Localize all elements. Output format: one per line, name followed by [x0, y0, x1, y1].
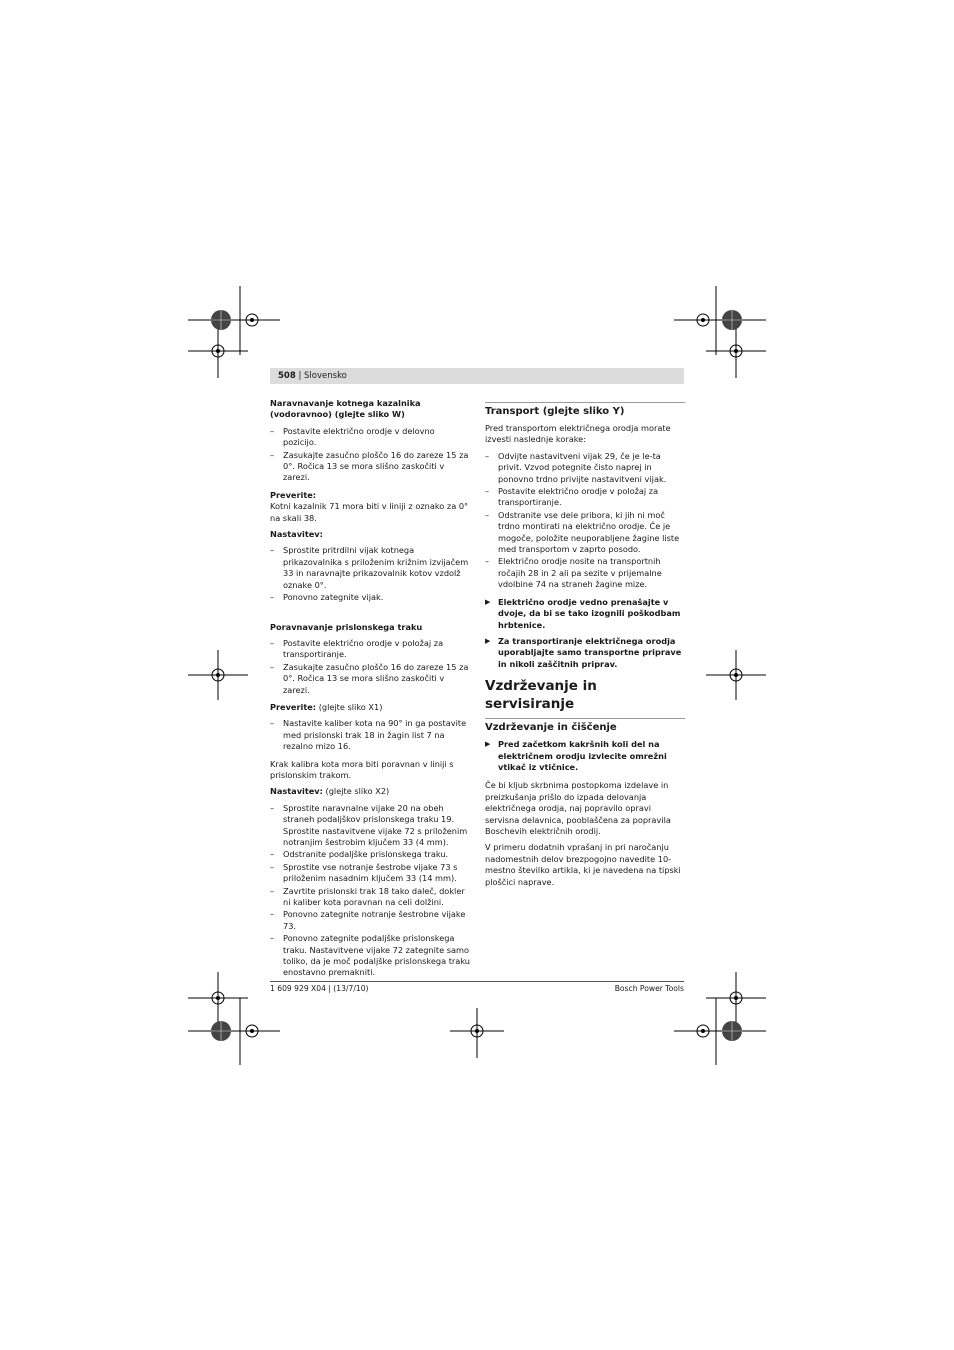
list-item: – Ponovno zategnite podaljške prislonskega traku. Nastavitvene vijake 72 zategnite samo toliko, da je moč podaljške prislonskega traku enostavno premakniti.	[270, 933, 470, 979]
warning-triangle-icon: ▶	[485, 597, 491, 606]
check-label: Preverite:	[270, 701, 317, 712]
list-item: – Električno orodje nosite na transportnih ročajih 28 in 2 ali pa sezite v prijemalne vdolbine 74 na straneh žagine mize.	[485, 556, 685, 590]
step-list	[270, 638, 470, 696]
figure-ref: (glejte sliko X2)	[325, 786, 390, 797]
list-item: – Postavite električno orodje v položaj za transportiranje.	[485, 486, 685, 509]
page-number: 508	[278, 371, 296, 381]
paragraph: Če bi kljub skrbnima postopkoma izdelave in preizkušanja prišlo do izpada delovanja električnega orodja, naj popravilo opravi servisna delavnica, pooblaščena za popravila Boschevih električnih orodij.	[485, 780, 671, 836]
paragraph: Krak kalibra kota mora biti poravnan v liniji s prislonskim trakom.	[270, 758, 454, 780]
warning-item: ▶ Za transportiranje električnega orodja uporabljajte samo transportne priprave in nikoli zaščitnih priprav.	[485, 635, 682, 669]
adjust-list	[270, 803, 470, 979]
figure-ref: (glejte sliko X1)	[318, 701, 383, 712]
warning-triangle-icon: ▶	[485, 636, 491, 645]
page-header	[270, 368, 684, 384]
adjust-label: Nastavitev:	[270, 529, 323, 540]
page-footer	[270, 981, 684, 995]
list-item: – Odstranite podaljške prislonskega traku.	[270, 849, 470, 860]
header-language: Slovensko	[304, 371, 347, 381]
list-item: – Sprostite vse notranje šestrobe vijake 73 s priloženim nasadnim ključem 33 (14 mm).	[270, 862, 470, 885]
list-item: – Zasukajte zasučno ploščo 16 do zareze 15 za 0°. Ročica 13 se mora slišno zaskočiti v zarezi.	[270, 662, 470, 696]
section-title-transport: Transport (glejte sliko Y)	[485, 406, 625, 417]
transport-intro: Pred transportom električnega orodja morate izvesti naslednje korake:	[485, 423, 671, 445]
left-column	[270, 398, 470, 985]
check-list	[270, 718, 470, 752]
chapter-title: Vzdrževanje in servisiranje	[485, 678, 597, 713]
footer-brand: Bosch Power Tools	[614, 984, 684, 993]
list-item: – Ponovno zategnite notranje šestrobne vijake 73.	[270, 909, 470, 932]
list-item: – Zasukajte zasučno ploščo 16 do zareze 15 za 0°. Ročica 13 se mora slišno zaskočiti v zarezi.	[270, 450, 470, 484]
warning-list	[485, 739, 685, 773]
adjust-label: Nastavitev:	[270, 786, 323, 797]
warning-item: ▶ Električno orodje vedno prenašajte v dvoje, da bi se tako izognili poškodbam hrbtenice.	[485, 596, 681, 630]
transport-list	[485, 451, 685, 591]
list-item: – Ponovno zategnite vijak.	[270, 592, 470, 603]
check-label: Preverite:	[270, 489, 317, 500]
adjust-list	[270, 545, 470, 603]
header-separator: |	[298, 371, 302, 381]
list-item: – Nastavite kaliber kota na 90° in ga postavite med prislonski trak 18 in žagin list 7 na rezalno mizo 16.	[270, 718, 470, 752]
section-title-kotni-kazalnik: Naravnavanje kotnega kazalnika (vodoravnoo) (glejte sliko W)	[270, 398, 421, 420]
warning-list	[485, 597, 685, 670]
list-item: – Odvijte nastavitveni vijak 29, če je le-ta privit. Vzvod potegnite čisto naprej in ponovno trdno privijte nastavitveni vijak.	[485, 451, 685, 485]
list-item: – Sprostite pritrdilni vijak kotnega prikazovalnika s priloženim križnim izvijačem 33 in naravnajte prikazovalnik kotov vzdolž oznake 0°.	[270, 545, 470, 591]
right-column	[485, 402, 685, 893]
warning-triangle-icon: ▶	[485, 740, 491, 749]
section-title-prislonski-trak: Poravnavanje prislonskega traku	[270, 621, 423, 632]
list-item: – Sprostite naravnalne vijake 20 na obeh straneh podaljškov prislonskega traku 19. Sprostite nastavitvene vijake 72 s priloženim notranjim šestrobim ključem 33 (4 mm).	[270, 803, 470, 849]
check-text: Kotni kazalnik 71 mora biti v liniji z oznako za 0° na skali 38.	[270, 501, 469, 523]
list-item: – Postavite električno orodje v delovno pozicijo.	[270, 426, 470, 449]
footer-doc-number: 1 609 929 X04 | (13/7/10)	[270, 984, 369, 993]
step-list	[270, 426, 470, 484]
list-item: – Postavite električno orodje v položaj za transportiranje.	[270, 638, 470, 661]
list-item: – Zavrtite prislonski trak 18 tako daleč, dokler ni kaliber kota poravnan na celi dolžini.	[270, 886, 470, 909]
list-item: – Odstranite vse dele pribora, ki jih ni moč trdno montirati na električno orodje. Če je mogoče, položite neuporabljene žagine liste med transportom v zaprto posodo.	[485, 510, 685, 556]
warning-item: ▶ Pred začetkom kakršnih koli del na električnem orodju izvlecite omrežni vtikač iz vtičnice.	[485, 739, 667, 772]
paragraph: V primeru dodatnih vprašanj in pri naročanju nadomestnih delov brezpogojno navedite 10-mestno številko artikla, ki je navedena na tipski ploščici naprave.	[485, 842, 681, 887]
section-title-vzdrzevanje: Vzdrževanje in čiščenje	[485, 722, 617, 734]
